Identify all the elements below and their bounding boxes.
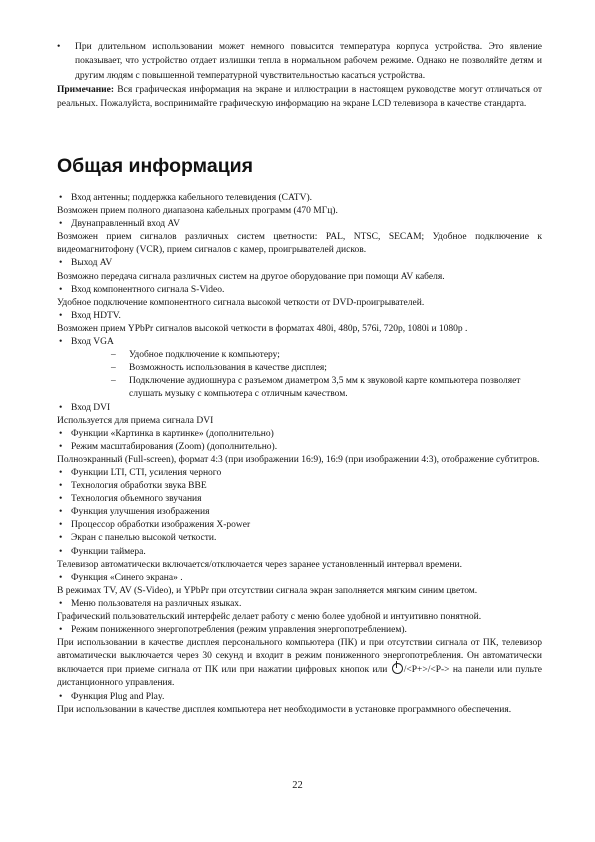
list-item — [57, 572, 542, 585]
list-item-label: Процессор обработки изображения X-power — [71, 520, 251, 531]
list-item — [57, 493, 542, 506]
list-item-label: Вход антенны; поддержка кабельного телевидения (CATV). — [71, 193, 313, 203]
bullet-icon: • — [57, 42, 61, 52]
list-item — [57, 402, 542, 415]
list-item — [57, 624, 542, 637]
bullet-icon: • — [59, 310, 63, 321]
list-item-label: Технология объемного звучания — [71, 494, 202, 505]
bullet-icon: • — [59, 481, 63, 492]
bullet-icon: • — [59, 507, 63, 518]
list-item — [57, 218, 542, 231]
bullet-icon: • — [59, 546, 63, 557]
list-item-label: Функции «Картинка в картинке» (дополнительно) — [71, 428, 274, 439]
list-item-label: Функции LTI, CTI, усиления черного — [71, 467, 222, 478]
bullet-icon: • — [59, 572, 63, 583]
bullet-icon: • — [59, 598, 63, 609]
power-saving-text: При использовании в качестве дисплея персонального компьютера (ПК) и при отсутствии сигнала от ПК, телевизор автоматически выключается через 30 секунд и входит в режим пониженного энергопотребления. Он автоматически включается при приеме сигнала от ПК или при нажатии цифровых кнопок или — [57, 638, 542, 676]
list-item — [57, 691, 542, 704]
bullet-icon: • — [59, 520, 63, 531]
note-label: Примечание: — [57, 84, 115, 95]
sub-item-text: Удобное подключение к компьютеру; — [129, 350, 280, 361]
sub-list-item — [111, 349, 542, 362]
features-list — [57, 192, 542, 717]
item-description: Телевизор автоматически включается/отключается через заранее установленный интервал времени. — [57, 559, 463, 570]
list-item — [57, 532, 542, 545]
list-item — [57, 598, 542, 611]
bullet-icon: • — [59, 494, 63, 505]
intro-bullet-text: При длительном использовании может немного повысится температура корпуса устройства. Это явление показывает, что устройство отдает излишки тепла в нормальном рабочем режиме. Однако не позволяйте детям и другим людям с повышенной температурной чувствительностью касаться устройства. — [75, 42, 542, 81]
list-item-label: Функции таймера. — [71, 546, 146, 557]
vga-sublist — [57, 349, 542, 401]
list-item — [57, 336, 542, 349]
section-title: Общая информация — [57, 155, 254, 177]
list-item-label: Функция Plug and Play. — [71, 691, 165, 702]
list-item — [57, 467, 542, 480]
list-item-label: Меню пользователя на различных языках. — [71, 598, 242, 609]
intro-bullet — [57, 40, 542, 83]
item-description: Возможно передача сигнала различных систем на другое оборудование при помощи AV кабеля. — [57, 271, 445, 282]
bullet-icon: • — [59, 441, 63, 452]
item-description: При использовании в качестве дисплея компьютера нет необходимости в установке программного обеспечения. — [57, 704, 512, 715]
sub-item-text: Подключение аудиошнура с разъемом диаметром 3,5 мм к звуковой карте компьютера позволяет слушать музыку с компьютера с отличным качеством. — [129, 376, 521, 400]
list-item — [57, 284, 542, 297]
dash-icon: – — [111, 363, 116, 374]
list-item-label: Вход HDTV. — [71, 310, 121, 321]
list-item-label: Технология обработки звука BBE — [71, 481, 207, 492]
item-description: Возможен прием сигналов различных систем цветности: PAL, NTSC, SECAM; Удобное подключение к видеомагнитофону (VCR), прием сигналов с камер, проигрывателей дисков. — [57, 232, 542, 256]
bullet-icon: • — [59, 428, 63, 439]
item-description: Удобное подключение компонентного сигнала высокой четкости от DVD-проигрывателей. — [57, 297, 425, 308]
bullet-icon: • — [59, 467, 63, 478]
bullet-icon: • — [59, 337, 63, 348]
bullet-icon: • — [59, 533, 63, 544]
list-item-label: Выход AV — [71, 258, 113, 269]
list-item-label: Вход VGA — [71, 337, 114, 348]
sub-list-item — [111, 362, 542, 375]
power-saving-text-end: /<P+>/<P-> на панели или пульте дистанционного управления. — [57, 665, 542, 689]
list-item-label: Экран с панелью высокой четкости. — [71, 533, 217, 544]
bullet-icon: • — [59, 258, 63, 269]
dash-icon: – — [111, 350, 116, 361]
bullet-icon: • — [59, 625, 63, 636]
list-item — [57, 546, 542, 559]
list-item — [57, 257, 542, 270]
item-description: Возможен прием полного диапазона кабельных программ (470 МГц). — [57, 206, 338, 217]
list-item-label: Двунаправленный вход AV — [71, 219, 180, 230]
note-text: Вся графическая информация на экране и иллюстрации в настоящем руководстве могут отличаться от реальных. Пожалуйста, воспринимайте графическую информацию на экране LCD телевизора в качестве стандарта. — [57, 84, 542, 110]
list-item — [57, 441, 542, 454]
dash-icon: – — [111, 376, 116, 387]
list-item — [57, 480, 542, 493]
bullet-icon: • — [59, 193, 63, 203]
list-item-label: Режим масштабирования (Zoom) (дополнительно). — [71, 441, 278, 452]
list-item-label: Режим пониженного энергопотребления (режим управления энергопотреблением). — [71, 625, 407, 636]
list-item — [57, 519, 542, 532]
sub-item-text: Возможность использования в качестве дисплея; — [129, 363, 327, 374]
sub-list-item — [111, 375, 542, 401]
list-item — [57, 192, 542, 205]
item-description: Полноэкранный (Full-screen), формат 4:3 (при изображении 16:9), 16:9 (при изображении 4:3), отображение субтитров. — [57, 454, 540, 465]
bullet-icon: • — [59, 691, 63, 702]
item-description: Графический пользовательский интерфейс делает работу с меню более удобной и интуитивно понятной. — [57, 612, 482, 622]
list-item-label: Вход компонентного сигнала S-Video. — [71, 284, 225, 295]
list-item — [57, 310, 542, 323]
bullet-icon: • — [59, 219, 63, 230]
list-item-label: Функция улучшения изображения — [71, 507, 210, 518]
list-item-label: Вход DVI — [71, 402, 111, 413]
bullet-icon: • — [59, 402, 63, 413]
power-key-icon — [392, 663, 403, 674]
item-description: В режимах TV, AV (S-Video), и YPbPr при отсутствии сигнала экран заполняется мягким синим цветом. — [57, 585, 478, 596]
item-description: Используется для приема сигнала DVI — [57, 415, 214, 426]
page-number: 22 — [292, 780, 303, 791]
intro-block — [57, 40, 542, 111]
list-item-label: Функция «Синего экрана» . — [71, 572, 183, 583]
bullet-icon: • — [59, 284, 63, 295]
list-item — [57, 506, 542, 519]
item-description — [57, 637, 542, 690]
note-paragraph — [57, 83, 542, 112]
item-description: Возможен прием YPbPr сигналов высокой четкости в форматах 480i, 480p, 576i, 720p, 1080i и 1080p . — [57, 323, 468, 334]
list-item — [57, 428, 542, 441]
